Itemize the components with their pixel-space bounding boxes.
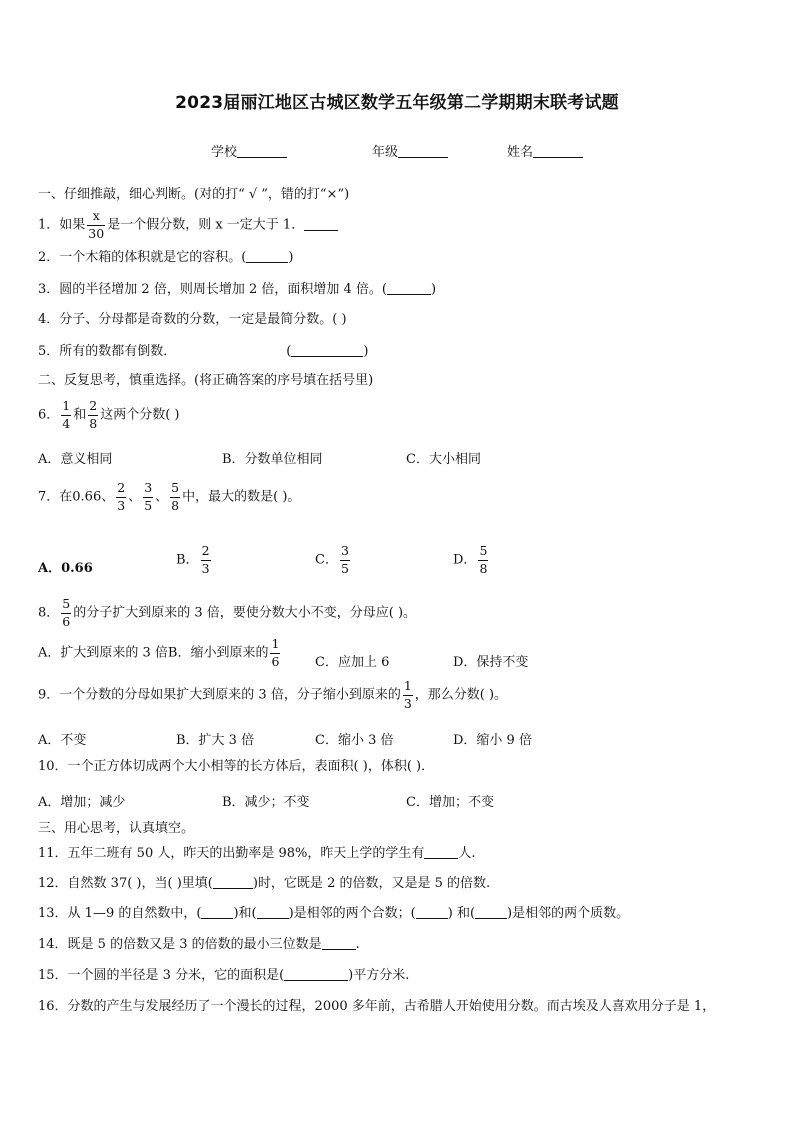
- question-text: 的分子扩大到原来的 3 倍，要使分数大小不变，分母应( )。: [73, 605, 417, 621]
- answer-blank[interactable]: [424, 846, 458, 859]
- question-text: 一个正方体切成两个大小相等的长方体后，表面积( )，体积( )．: [67, 759, 435, 774]
- question-text: 分子、分母都是奇数的分数，一定是最简分数。( ): [59, 312, 347, 327]
- fraction: $\frac{5}{6}$: [62, 596, 71, 629]
- question-1: [38, 210, 338, 240]
- question-4: [38, 313, 347, 326]
- school-blank[interactable]: [237, 145, 287, 158]
- question-number: 9．: [38, 687, 60, 703]
- answer-blank[interactable]: [213, 876, 253, 889]
- fraction: $\frac{1}{3}$: [403, 678, 412, 711]
- question-text: 如果: [59, 217, 86, 233]
- question-9: [38, 680, 507, 710]
- name-field: [507, 141, 583, 160]
- answer-blank[interactable]: [291, 344, 363, 357]
- name-label: 姓名: [507, 145, 534, 160]
- name-blank[interactable]: [533, 145, 583, 158]
- page-title: 2023届丽江地区古城区数学五年级第二学期期末联考试题: [175, 93, 619, 113]
- answer-blank[interactable]: [284, 968, 348, 981]
- school-label: 学校: [211, 145, 238, 160]
- answer-blank[interactable]: [257, 906, 289, 919]
- question-13: 13．从 1—9 的自然数中，( )和( )是相邻的两个合数；( ) 和( )是相邻的两个质数。: [38, 906, 630, 921]
- option-d[interactable]: D．缩小 9 倍: [453, 733, 532, 748]
- question-number: 16．: [38, 999, 68, 1014]
- question-15: 15．一个圆的半径是 3 分米，它的面积是( )平方分米.: [38, 968, 410, 983]
- grade-field: [372, 141, 448, 160]
- question-text: 既是 5 的倍数又是 3 的倍数的最小三位数是: [67, 937, 322, 952]
- option-b[interactable]: B．减少；不变: [222, 795, 310, 810]
- option-a-b[interactable]: A．扩大到原来的 3 倍B．缩小到原来的 $\frac{1}{6}$: [38, 636, 280, 669]
- question-text: 五年二班有 50 人，昨天的出勤率是 98%，昨天上学的学生有: [67, 846, 425, 861]
- fraction: $\frac{5}{8}$: [171, 480, 180, 513]
- school-field: [211, 141, 287, 160]
- question-10: [38, 760, 434, 773]
- option-a[interactable]: A．增加；减少: [38, 795, 126, 810]
- answer-blank[interactable]: [387, 282, 431, 295]
- question-11: 11．五年二班有 50 人，昨天的出勤率是 98%，昨天上学的学生有 人.: [38, 846, 476, 861]
- option-c[interactable]: C．应加上 6: [315, 655, 390, 670]
- question-8: [38, 598, 416, 628]
- option-c[interactable]: C．增加；不变: [406, 795, 494, 810]
- question-12: 12．自然数 37( )，当( )里填( )时，它既是 2 的倍数，又是是 5 的倍数.: [38, 876, 491, 891]
- option-a[interactable]: A．意义相同: [38, 452, 113, 467]
- fraction: $\frac{3}{5}$: [144, 480, 153, 513]
- question-text: 从 1—9 的自然数中，(: [67, 906, 202, 921]
- question-7: 7．在0.66、 $\frac{2}{3}$ 、 $\frac{3}{5}$ 、 $\frac{5}{8}$ 中，最大的数是( )。: [38, 480, 301, 513]
- question-text: 是一个假分数，则 x 一定大于 1．: [107, 217, 305, 233]
- question-number: 15．: [38, 968, 68, 983]
- option-c[interactable]: C． $\frac{3}{5}$: [315, 543, 349, 576]
- question-14: 14．既是 5 的倍数又是 3 的倍数的最小三位数是 .: [38, 937, 360, 952]
- fraction: $\frac{x}{30}$: [88, 208, 105, 241]
- question-number: 8．: [38, 605, 60, 621]
- question-16: [38, 1000, 715, 1013]
- option-b[interactable]: B．扩大 3 倍: [176, 733, 255, 748]
- answer-blank[interactable]: [416, 906, 448, 919]
- question-number: 4．: [38, 312, 60, 327]
- question-text: 圆的半径增加 2 倍，则周长增加 2 倍，面积增加 4 倍。(: [59, 282, 387, 297]
- answer-blank[interactable]: [201, 906, 233, 919]
- question-text: 这两个分数( ): [100, 407, 180, 423]
- question-text: 自然数 37( )，当( )里填(: [67, 876, 213, 891]
- question-number: 11．: [38, 846, 68, 861]
- question-number: 13．: [38, 906, 68, 921]
- answer-blank[interactable]: [246, 250, 288, 263]
- fraction: $\frac{2}{3}$: [117, 480, 126, 513]
- question-6: 6． $\frac{1}{4}$ 和 $\frac{2}{8}$ 这两个分数( ): [38, 398, 180, 431]
- question-number: 1．: [38, 217, 60, 233]
- question-number: 7．: [38, 489, 60, 505]
- option-b[interactable]: B．分数单位相同: [222, 452, 323, 467]
- question-text: 中，最大的数是( )。: [182, 489, 301, 505]
- section-3-heading: 三、用心思考，认真填空。: [38, 821, 195, 836]
- section-2-heading: 二、反复思考，慎重选择。(将正确答案的序号填在括号里): [38, 373, 374, 388]
- question-text: 分数的产生与发展经历了一个漫长的过程，2000 多年前，古希腊人开始使用分数。而古埃及人喜欢用分子是 1，: [67, 999, 716, 1014]
- fraction: $\frac{2}{8}$: [89, 398, 98, 431]
- option-c[interactable]: C．缩小 3 倍: [315, 733, 394, 748]
- question-text: ，那么分数( )。: [414, 687, 508, 703]
- question-text: 一个木箱的体积就是它的容积。(: [59, 250, 247, 265]
- question-number: 3．: [38, 282, 60, 297]
- question-2: 2．一个木箱的体积就是它的容积。( ): [38, 250, 294, 265]
- question-number: 14．: [38, 937, 68, 952]
- grade-label: 年级: [372, 145, 399, 160]
- option-d[interactable]: D．保持不变: [453, 655, 529, 670]
- fraction: $\frac{1}{4}$: [62, 398, 71, 431]
- question-text: 在0.66、: [59, 489, 115, 505]
- question-number: 6．: [38, 407, 60, 423]
- question-5: 5．所有的数都有倒数． ( ): [38, 344, 369, 359]
- option-a[interactable]: A．0.66: [38, 561, 93, 576]
- section-1-heading: 一、仔细推敲，细心判断。(对的打“ √ ”，错的打“×”): [38, 187, 350, 202]
- answer-blank[interactable]: [304, 218, 338, 231]
- answer-blank[interactable]: [475, 906, 507, 919]
- grade-blank[interactable]: [398, 145, 448, 158]
- question-number: 10．: [38, 759, 68, 774]
- question-number: 5．: [38, 344, 60, 359]
- question-text: 一个分数的分母如果扩大到原来的 3 倍，分子缩小到原来的: [59, 687, 401, 703]
- question-number: 2．: [38, 250, 60, 265]
- option-c[interactable]: C．大小相同: [406, 452, 481, 467]
- question-number: 12．: [38, 876, 68, 891]
- option-a[interactable]: A．不变: [38, 733, 87, 748]
- question-3: 3．圆的半径增加 2 倍，则周长增加 2 倍，面积增加 4 倍。( ): [38, 282, 437, 297]
- option-b[interactable]: B． $\frac{2}{3}$: [176, 543, 210, 576]
- option-d[interactable]: D． $\frac{5}{8}$: [453, 543, 488, 576]
- question-text: 一个圆的半径是 3 分米，它的面积是(: [67, 968, 285, 983]
- answer-blank[interactable]: [322, 937, 356, 950]
- question-text: 所有的数都有倒数．: [59, 344, 177, 359]
